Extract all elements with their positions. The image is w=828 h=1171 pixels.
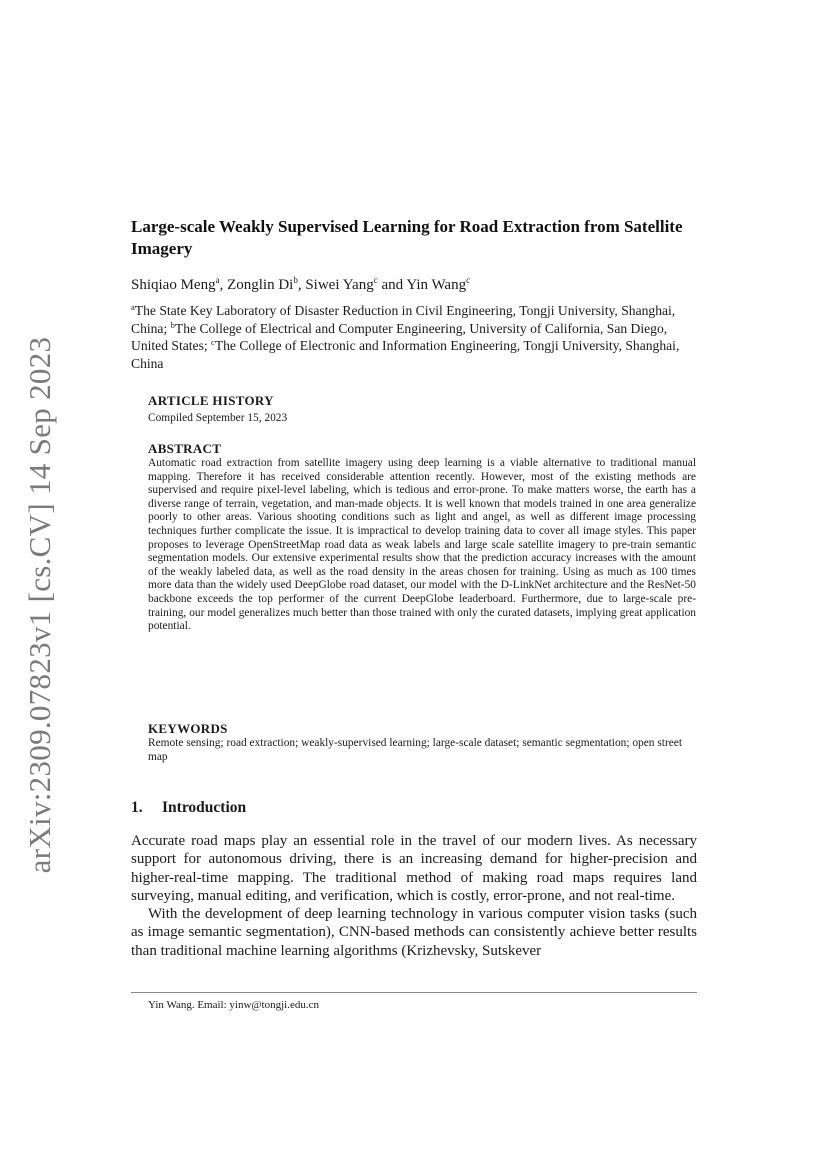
arxiv-id-text: arXiv:2309.07823v1 [cs.CV] 14 Sep 2023: [22, 336, 57, 874]
abstract-heading: ABSTRACT: [148, 441, 222, 456]
author-name: Siwei Yang: [305, 277, 374, 293]
section-title: Introduction: [162, 799, 247, 816]
introduction-heading: [131, 798, 246, 818]
body-paragraph: With the development of deep learning technology in various computer vision tasks (such as image semantic segmentation), CNN-based methods can consistently achieve better results than traditional machine learning algorithms (Krizhevsky, Sutskever: [131, 906, 697, 959]
affiliations: [131, 302, 697, 372]
author-affil-mark: c: [373, 275, 378, 285]
abstract-section: [148, 441, 696, 634]
body-paragraph: Accurate road maps play an essential role in the travel of our modern lives. As necessary support for autonomous driving, there is an increasing demand for higher-precision and higher-real-time mapping. The traditional method of making road maps requires land surveying, manual editing, and verification, which is costly, error-prone, and not real-time.: [131, 833, 697, 904]
section-number: 1.: [131, 799, 143, 816]
compiled-date: Compiled September 15, 2023: [148, 412, 288, 424]
author-name: Yin Wang: [406, 277, 467, 293]
introduction-body: [131, 832, 697, 960]
affiliation-text: The College of Electrical and Computer Engineering, University of California, San Diego, United States;: [131, 320, 668, 353]
corresponding-author-footnote: Yin Wang. Email: yinw@tongji.edu.cn: [148, 999, 319, 1011]
affil-mark: b: [170, 319, 175, 330]
affil-mark: a: [131, 302, 135, 312]
author-name: Shiqiao Meng: [131, 277, 216, 293]
paper-title: Large-scale Weakly Supervised Learning for Road Extraction from Satellite Imagery: [131, 217, 683, 258]
article-history: [148, 393, 696, 426]
author-list: Shiqiao Meng$^a$, Zonglin Di$^b$, Siwei Yang$^c$ and Yin Wang$^c$: [131, 275, 471, 293]
footnote-divider: [131, 992, 697, 993]
keywords-section: [148, 721, 696, 764]
author-name: Zonglin Di: [227, 277, 294, 293]
article-history-heading: ARTICLE HISTORY: [148, 393, 274, 408]
affiliation-text: The State Key Laboratory of Disaster Reduction in Civil Engineering, Tongji University, Shanghai, China;: [131, 303, 676, 336]
author-affil-mark: a: [215, 275, 220, 285]
abstract-text: Automatic road extraction from satellite imagery using deep learning is a viable alternative to traditional manual mapping. Therefore it has received considerable attention recently. However, most of the existing methods are supervised and require pixel-level labeling, which is tedious and error-prone. To make matters worse, the earth has a diverse range of terrain, vegetation, and man-made objects. It is well known that models trained in one area generalize poorly to other areas. Various shooting conditions such as light and angel, as well as different image processing techniques further complicate the issue. It is impractical to develop training data to cover all image styles. This paper proposes to leverage OpenStreetMap road data as weak labels and large scale satellite imagery to pre-train semantic segmentation models. Our extensive experimental results show that the prediction accuracy increases with the amount of the weakly labeled data, as well as the road density in the areas chosen for training. Using as much as 100 times more data than the widely used DeepGlobe road dataset, our model with the D-LinkNet architecture and the ResNet-50 backbone exceeds the top performer of the current DeepGlobe leaderboard. Furthermore, due to large-scale pre-training, our model generalizes much better than those trained with only the curated datasets, implying great application potential.: [148, 457, 696, 633]
author-affil-mark: b: [293, 275, 298, 285]
keywords-text: Remote sensing; road extraction; weakly-supervised learning; large-scale dataset; semantic segmentation; open street map: [148, 737, 683, 763]
author-affil-mark: c: [466, 275, 471, 285]
keywords-heading: KEYWORDS: [148, 721, 228, 736]
affil-mark: c: [211, 337, 215, 347]
affiliation-text: The College of Electronic and Information Engineering, Tongji University, Shanghai, China: [131, 338, 680, 371]
